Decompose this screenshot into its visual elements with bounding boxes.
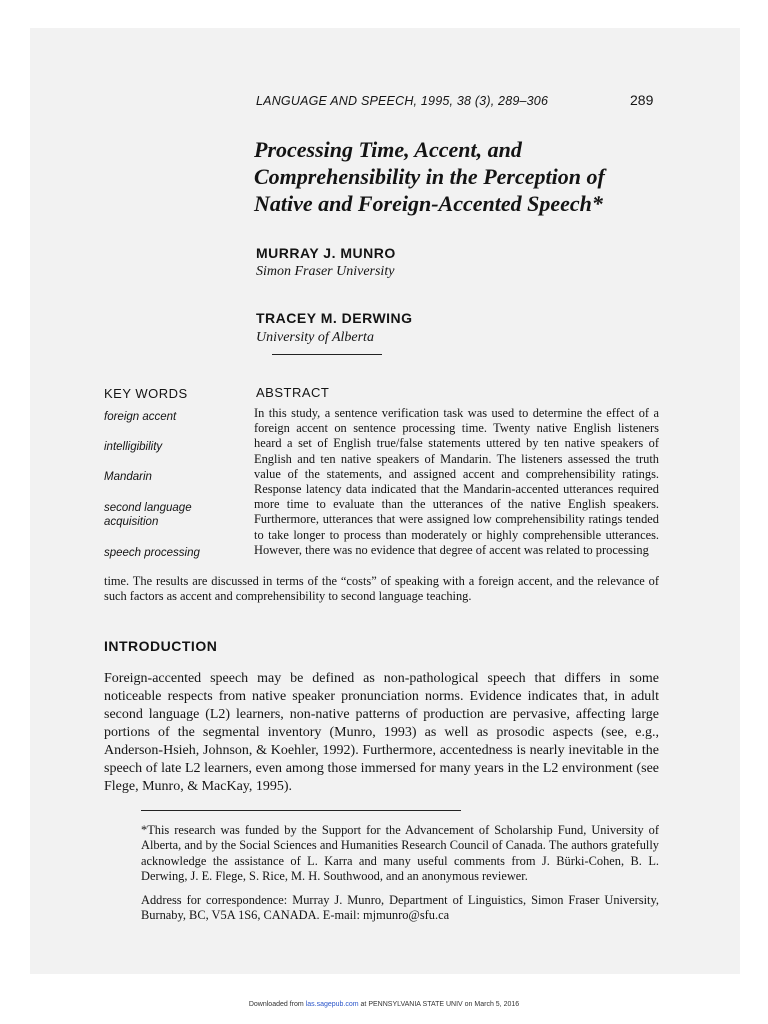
- download-link[interactable]: las.sagepub.com: [305, 1001, 359, 1008]
- title-line: Processing Time, Accent, and: [254, 137, 522, 162]
- journal-citation: LANGUAGE AND SPEECH, 1995, 38 (3), 289–306: [256, 94, 549, 108]
- keyword: acquisition: [104, 516, 159, 528]
- author-affiliation: University of Alberta: [256, 330, 374, 345]
- title-line: Comprehensibility in the Perception of: [254, 164, 605, 189]
- introduction-paragraph: Foreign-accented speech may be defined as non-pathological speech that differs in some noticeable respects from native speaker pronunciation norms. Evidence indicates that, in adult second language (L2) learners, non-native patterns of production are pervasive, affecting large portions of the segmental inventory (Munro, 1993) as well as prosodic aspects (see, e.g., Anderson-Hsieh, Johnson, & Koehler, 1992). Furthermore, accentedness is nearly inevitable in the speech of late L2 learners, even among those immersed for many years in the L2 environment (see Flege, Munro, & MacKay, 1995).: [104, 671, 659, 794]
- abstract-heading: ABSTRACT: [256, 385, 330, 400]
- keyword: Mandarin: [104, 471, 152, 483]
- author-name: TRACEY M. DERWING: [256, 310, 413, 326]
- author-affiliation: Simon Fraser University: [256, 264, 395, 279]
- download-prefix: Downloaded from: [248, 1001, 306, 1008]
- page-number: 289: [630, 92, 654, 108]
- footnote-divider: [141, 810, 461, 811]
- header-divider: [272, 354, 382, 355]
- funding-footnote: *This research was funded by the Support for the Advancement of Scholarship Fund, University of Alberta, and by the Social Sciences and Humanities Research Council of Canada. The authors gratefully acknowledge the assistance of L. Karra and many useful comments from J. Bürki-Cohen, B. L. Derwing, J. E. Flege, S. Rice, M. H. Southwood, and an anonymous reviewer.: [141, 823, 659, 883]
- download-suffix: at PENNSYLVANIA STATE UNIV on March 5, 2016: [358, 1001, 520, 1008]
- keyword: foreign accent: [104, 411, 177, 423]
- section-heading: INTRODUCTION: [104, 638, 218, 654]
- keyword: speech processing: [104, 547, 200, 559]
- keyword: second language: [104, 502, 192, 514]
- download-notice: [0, 1001, 768, 1008]
- abstract-text-continued: time. The results are discussed in terms of the “costs” of speaking with a foreign accent, and the relevance of such factors as accent and comprehensibility to second language teaching.: [104, 574, 659, 604]
- keywords-heading: KEY WORDS: [104, 386, 188, 401]
- keyword: intelligibility: [104, 441, 163, 453]
- title-line: Native and Foreign-Accented Speech*: [254, 191, 603, 216]
- correspondence-footnote: Address for correspondence: Murray J. Munro, Department of Linguistics, Simon Fraser University, Burnaby, BC, V5A 1S6, CANADA. E-mail: mjmunro@sfu.ca: [141, 893, 659, 923]
- article-title: [254, 136, 674, 217]
- author-name: MURRAY J. MUNRO: [256, 245, 396, 261]
- abstract-text: In this study, a sentence verification task was used to determine the effect of a foreign accent on sentence processing time. Twenty native English listeners heard a set of English true/false statements uttered by ten native speakers of English and ten native speakers of Mandarin. The listeners assessed the truth value of the statements, and assigned accent and comprehensibility ratings. Response latency data indicated that the Mandarin-accented utterances required more time to evaluate than the utterances of the native English speakers. Furthermore, utterances that were assigned low comprehensibility ratings tended to take longer to process than moderately or highly comprehensible utterances. However, there was no evidence that degree of accent was related to processing: [254, 406, 659, 557]
